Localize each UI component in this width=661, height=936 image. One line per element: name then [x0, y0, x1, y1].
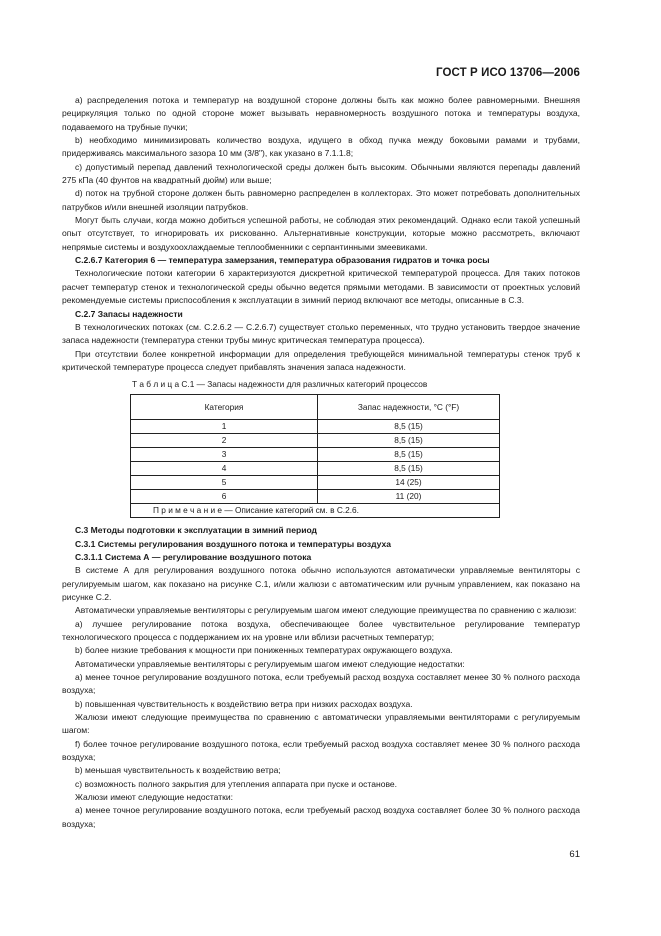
paragraph: b) повышенная чувствительность к воздействию ветра при низких расходах воздуха.: [75, 698, 413, 709]
table-caption: Т а б л и ц а С.1 — Запасы надежности для различных категорий процессов: [132, 379, 428, 390]
table-row: [131, 434, 500, 448]
paragraph: а) менее точное регулирование воздушного потока, если требуемый расход воздуха составляет менее 30 % полного расхода воздуха;: [62, 672, 580, 696]
reliability-margin-table: [130, 394, 500, 518]
table-row: [131, 420, 500, 434]
table-cell: 2: [131, 434, 318, 448]
paragraph: Автоматически управляемые вентиляторы с регулируемым шагом имеют следующие преимущества по сравнению с жалюзи:: [75, 605, 577, 616]
table-cell: 6: [131, 490, 318, 504]
section-heading: С.3.1 Системы регулирования воздушного потока и температуры воздуха: [75, 538, 391, 549]
table-note: П р и м е ч а н и е — Описание категорий см. в С.2.6.: [131, 504, 500, 518]
paragraph: d) поток на трубной стороне должен быть равномерно распределен в коллекторах. Это может потребовать дополнительных патрубков и/или внешней изоляции патрубков.: [62, 188, 580, 212]
paragraph: а) лучшее регулирование потока воздуха, обеспечивающее более чувствительное регулирование температур технологического процесса с поддержанием их на уровне или вблизи расчетных температур;: [62, 618, 580, 642]
table-cell: 5: [131, 476, 318, 490]
table-cell: 8,5 (15): [318, 462, 500, 476]
table-cell: 4: [131, 462, 318, 476]
table-cell: 8,5 (15): [318, 448, 500, 462]
table-cell: 3: [131, 448, 318, 462]
table-cell: 8,5 (15): [318, 434, 500, 448]
table-cell: 8,5 (15): [318, 420, 500, 434]
column-header: Категория: [131, 395, 318, 420]
table-cell: 1: [131, 420, 318, 434]
table-row: [131, 476, 500, 490]
paragraph: Автоматически управляемые вентиляторы с регулируемым шагом имеют следующие недостатки:: [75, 658, 465, 669]
page-number: 61: [569, 849, 580, 860]
table-cell: 14 (25): [318, 476, 500, 490]
section-heading: С.3.1.1 Система А — регулирование воздушного потока: [75, 551, 312, 562]
paragraph: b) необходимо минимизировать количество воздуха, идущего в обход пучка между боковыми рамами и трубами, придерживаясь максимального зазора 10 мм (3/8"), как указано в 7.1.1.8;: [62, 135, 580, 159]
table-row: [131, 462, 500, 476]
paragraph: с) возможность полного закрытия для утепления аппарата при пуске и останове.: [75, 778, 398, 789]
paragraph: b) меньшая чувствительность к воздействию ветра;: [75, 765, 281, 776]
table-container: [130, 394, 500, 518]
paragraph: Могут быть случаи, когда можно добиться успешной работы, не соблюдая этих рекомендаций. Однако если такой успешный опыт отсутствует, то игнорировать их рискованно. Альтернативные конструкции, которые можно рассмотреть, включают непрямые системы и воздухоохлаждаемые теплообменники с серпантинными змеевиками.: [62, 215, 580, 252]
paragraph: Жалюзи имеют следующие недостатки:: [75, 792, 234, 803]
section-heading: С.3 Методы подготовки к эксплуатации в зимний период: [75, 525, 317, 536]
table-row: [131, 490, 500, 504]
paragraph: а) менее точное регулирование воздушного потока, если требуемый расход воздуха составляет более 30 % полного расхода воздуха;: [62, 805, 580, 829]
column-header: Запас надежности, °С (°F): [318, 395, 500, 420]
section-heading: С.2.6.7 Категория 6 — температура замерзания, температура образования гидратов и точка росы: [75, 255, 490, 266]
section-heading: С.2.7 Запасы надежности: [75, 308, 183, 319]
document-header: ГОСТ Р ИСО 13706—2006: [435, 67, 580, 79]
paragraph: При отсутствии более конкретной информации для определения требующейся минимальной температуры стенок труб к критической температуре процесса следует прибавлять значения запаса надежности.: [62, 348, 580, 372]
paragraph: В технологических потоках (см. С.2.6.2 — С.2.6.7) существует столько переменных, что трудно установить твердое значение запаса надежности (температура стенки трубы минус критическая температура процесса).: [62, 321, 580, 346]
paragraph: f) более точное регулирование воздушного потока, если требуемый расход воздуха составляет менее 30 % полного расхода воздуха;: [62, 738, 580, 763]
paragraph: а) распределения потока и температур на воздушной стороне должны быть как можно более равномерными. Внешняя рециркуляция только по одной стороне может вызывать неравномерность воздушного потока и температуры воздуха, подаваемого на трубные пучки;: [62, 95, 580, 132]
paragraph: Жалюзи имеют следующие преимущества по сравнению с автоматически управляемыми вентиляторами с регулируемым шагом:: [62, 712, 580, 736]
document-body: [62, 94, 580, 831]
table-note-row: [131, 504, 500, 518]
table-header-row: [131, 395, 500, 420]
paragraph: Технологические потоки категории 6 характеризуются дискретной критической температурой процесса. Для таких потоков расчет температур стенок и технологической среды обычно ведется прямыми методами. В зависимости от проектных условий рекомендуемые системы приспособления к эксплуатации в зимний период включают все методы, описанные в С.3.: [62, 268, 580, 306]
paragraph: с) допустимый перепад давлений технологической среды должен быть высоким. Обычными являются перепады давлений 275 кПа (40 фунтов на квадратный дюйм) или выше;: [62, 161, 580, 186]
paragraph: b) более низкие требования к мощности при пониженных температурах окружающего воздуха.: [75, 645, 453, 656]
table-cell: 11 (20): [318, 490, 500, 504]
table-row: [131, 448, 500, 462]
paragraph: В системе А для регулирования воздушного потока обычно используются автоматически управляемые вентиляторы с регулируемым шагом, как показано на рисунке С.1, и/или жалюзи с автоматическим или ручным управлением, как показано на рисунке С.2.: [62, 565, 580, 602]
